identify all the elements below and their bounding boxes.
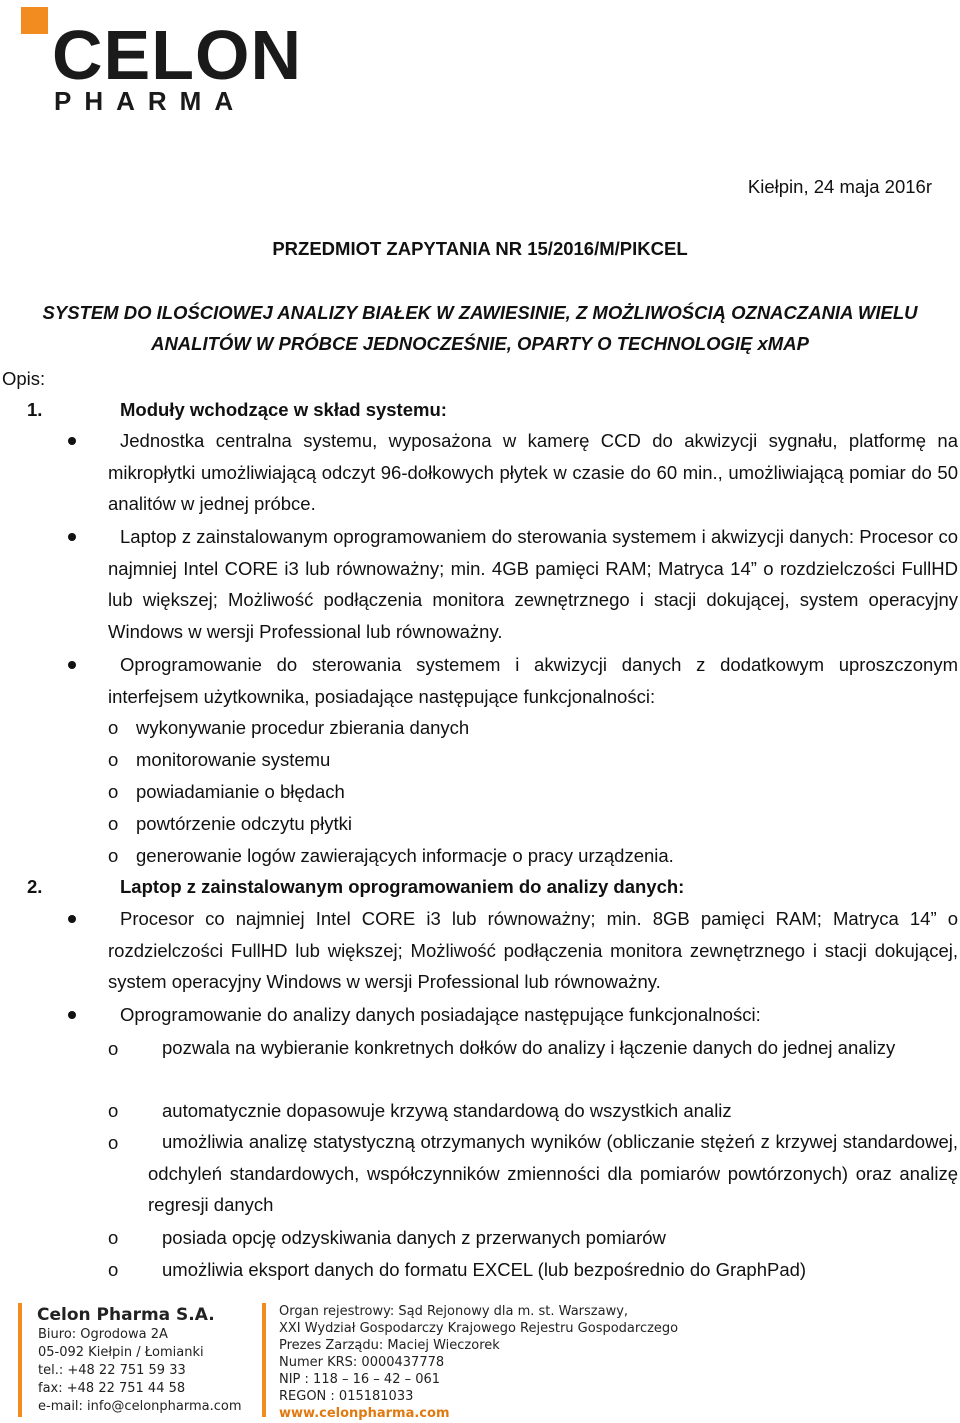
footer-email: e-mail: info@celonpharma.com bbox=[38, 1399, 242, 1414]
document-date: Kiełpin, 24 maja 2016r bbox=[747, 176, 932, 197]
footer-ceo: Prezes Zarządu: Maciej Wieczorek bbox=[279, 1338, 500, 1353]
sub-item-marker: o bbox=[108, 749, 119, 770]
bullet-icon bbox=[68, 661, 76, 669]
section-2-sub-item-1: pozwala na wybieranie konkretnych dołków do analizy i łączenie danych do jednej analizy bbox=[162, 1037, 896, 1058]
section-1-bullet-2: Laptop z zainstalowanym oprogramowaniem do sterowania systemem i akwizycji danych: Procesor co najmniej Intel CORE i3 lub równoważny; min. 4GB pamięci RAM; Matryca 14” o rozdzielczości FullHD lub większej; Możliwość podłączenia monitora zewnętrznego i stacji dokującej, system operacyjny Windows w wersji Professional lub równoważny. bbox=[108, 526, 958, 643]
footer-accent-bar bbox=[262, 1303, 266, 1417]
footer-nip: NIP : 118 – 16 – 42 – 061 bbox=[279, 1372, 441, 1387]
footer-address-line: 05-092 Kiełpin / Łomianki bbox=[38, 1345, 204, 1360]
sub-item-marker: o bbox=[108, 1132, 119, 1153]
section-2-sub-item-4: posiada opcję odzyskiwania danych z przerwanych pomiarów bbox=[162, 1227, 666, 1248]
section-1-sub-item-4: powtórzenie odczytu płytki bbox=[136, 813, 352, 834]
footer-address-line: Biuro: Ogrodowa 2A bbox=[38, 1327, 168, 1342]
footer-regon: REGON : 015181033 bbox=[279, 1389, 414, 1404]
bullet-icon bbox=[68, 915, 76, 923]
footer-fax: fax: +48 22 751 44 58 bbox=[38, 1381, 186, 1396]
section-1-heading: Moduły wchodzące w skład systemu: bbox=[120, 399, 447, 420]
section-1-sub-item-2: monitorowanie systemu bbox=[136, 749, 331, 770]
logo-subtitle: PHARMA bbox=[54, 86, 247, 116]
section-2-number: 2. bbox=[27, 876, 43, 897]
footer-registry-line: XXI Wydział Gospodarczy Krajowego Rejestru Gospodarczego bbox=[279, 1321, 679, 1336]
sub-item-marker: o bbox=[108, 1100, 119, 1121]
section-2-sub-item-3: umożliwia analizę statystyczną otrzymanych wyników (obliczanie stężeń z krzywej standardowej, odchyleń standardowych, współczynników zmienności dla pomiarów powtórzonych) oraz analizę regresji danych bbox=[148, 1131, 958, 1216]
section-2-sub-item-5: umożliwia eksport danych do formatu EXCEL (lub bezpośrednio do GraphPad) bbox=[162, 1259, 807, 1280]
sub-item-marker: o bbox=[108, 1259, 119, 1280]
logo-square bbox=[21, 7, 48, 34]
section-1-bullet-1: Jednostka centralna systemu, wyposażona w kamerę CCD do akwizycji sygnału, platformę na mikropłytki umożliwiającą odczyt 96-dołkowych płytek w czasie do 60 min., umożliwiającą pomiar do 50 analitów w jednej próbce. bbox=[108, 430, 958, 515]
footer-registry-line: Organ rejestrowy: Sąd Rejonowy dla m. st. Warszawy, bbox=[279, 1304, 629, 1319]
section-2-heading: Laptop z zainstalowanym oprogramowaniem do analizy danych: bbox=[120, 876, 685, 897]
bullet-icon bbox=[68, 533, 76, 541]
section-1-bullet-3: Oprogramowanie do sterowania systemem i akwizycji danych z dodatkowym uproszczonym interfejsem użytkownika, posiadające następujące funkcjonalności: bbox=[108, 654, 958, 707]
title-line-1: SYSTEM DO ILOŚCIOWEJ ANALIZY BIAŁEK W ZAWIESINIE, Z MOŻLIWOŚCIĄ OZNACZANIA WIELU bbox=[42, 302, 918, 323]
subject-heading: PRZEDMIOT ZAPYTANIA NR 15/2016/M/PIKCEL bbox=[272, 238, 688, 259]
section-2-bullet-1: Procesor co najmniej Intel CORE i3 lub równoważny; min. 8GB pamięci RAM; Matryca 14” o rozdzielczości FullHD lub większej; Możliwość podłączenia monitora zewnętrznego i stacji dokującej, system operacyjny Windows w wersji Professional lub równoważny. bbox=[108, 908, 958, 993]
footer-phone: tel.: +48 22 751 59 33 bbox=[38, 1363, 186, 1378]
sub-item-marker: o bbox=[108, 845, 119, 866]
sub-item-marker: o bbox=[108, 781, 119, 802]
section-2-sub-item-2: automatycznie dopasowuje krzywą standardową do wszystkich analiz bbox=[162, 1100, 732, 1121]
sub-item-marker: o bbox=[108, 1038, 119, 1059]
description-label: Opis: bbox=[2, 368, 46, 389]
title-line-2: ANALITÓW W PRÓBCE JEDNOCZEŚNIE, OPARTY O TECHNOLOGIĘ xMAP bbox=[151, 333, 809, 354]
footer-krs: Numer KRS: 0000437778 bbox=[279, 1355, 445, 1370]
section-1-sub-item-5: generowanie logów zawierających informacje o pracy urządzenia. bbox=[136, 845, 674, 866]
section-2-bullet-2: Oprogramowanie do analizy danych posiadające następujące funkcjonalności: bbox=[120, 1004, 761, 1025]
section-1-number: 1. bbox=[27, 399, 43, 420]
logo-wordmark: CELON bbox=[52, 16, 302, 94]
bullet-icon bbox=[68, 1011, 76, 1019]
bullet-icon bbox=[68, 437, 76, 445]
footer-company-name: Celon Pharma S.A. bbox=[37, 1305, 215, 1325]
sub-item-marker: o bbox=[108, 1227, 119, 1248]
sub-item-marker: o bbox=[108, 717, 119, 738]
section-1-sub-item-1: wykonywanie procedur zbierania danych bbox=[136, 717, 470, 738]
footer-website-link[interactable]: www.celonpharma.com bbox=[279, 1406, 450, 1421]
footer-accent-bar bbox=[18, 1303, 22, 1417]
section-1-sub-item-3: powiadamianie o błędach bbox=[136, 781, 345, 802]
sub-item-marker: o bbox=[108, 813, 119, 834]
